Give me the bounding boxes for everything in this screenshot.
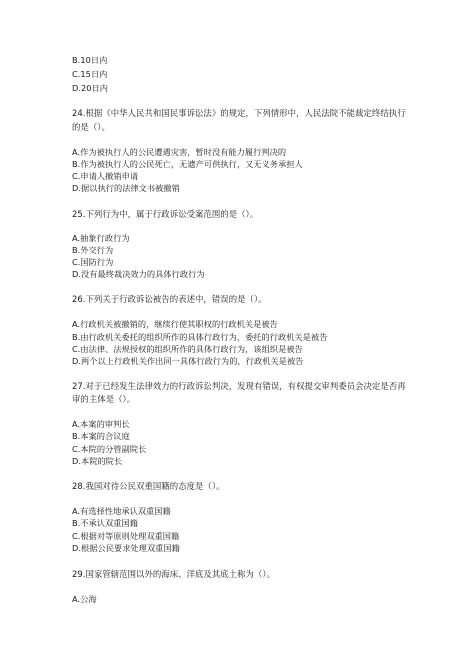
option-line: D.没有最终裁决效力的具体行政行为 — [72, 269, 205, 279]
option-line: D.20日内 — [72, 83, 109, 93]
option-line: C.国防行为 — [72, 257, 114, 267]
question-stem: 28.我国对待公民双重国籍的态度是（）。 — [72, 481, 225, 491]
question-stem: 25.下列行为中，属于行政诉讼受案范围的是（）。 — [72, 209, 259, 219]
option-line: C.申请人撤销申请 — [72, 171, 139, 181]
option-line: D.根据公民要求处理双重国籍 — [72, 543, 180, 553]
option-line: C.本院的分管副院长 — [72, 444, 147, 454]
option-line: A.抽象行政行为 — [72, 233, 130, 243]
option-line: A.作为被执行人的公民遭遇灾害，暂时没有能力履行判决的 — [72, 147, 287, 157]
option-line: A.本案的审判长 — [72, 419, 130, 429]
option-line: A.公海 — [72, 594, 97, 604]
question-stem: 29.国家管辖范围以外的海床、洋底及其底土称为（）。 — [72, 569, 276, 579]
question-stem: 24.根据《中华人民共和国民事诉讼法》的规定，下列情形中，人民法院不能裁定终结执行 — [72, 108, 406, 118]
question-stem: 27.对于已经发生法律效力的行政诉讼判决，发现有错误，有权提交审判委员会决定是否再 — [72, 381, 406, 391]
option-line: B.作为被执行人的公民死亡，无遗产可供执行，又无义务承担人 — [72, 159, 303, 169]
option-line: D.两个以上行政机关作出同一具体行政行为的，行政机关是被告 — [72, 356, 304, 366]
option-line: C.由法律、法规授权的组织所作的具体行政行为，该组织是被告 — [72, 344, 303, 354]
option-line: C.15日内 — [72, 69, 108, 79]
option-line: B.由行政机关委托的组织所作的具体行政行为，委托的行政机关是被告 — [72, 332, 328, 342]
question-stem: 的是（）。 — [72, 122, 110, 132]
question-stem: 26.下列关于行政诉讼被告的表述中，错误的是（）。 — [72, 294, 267, 304]
option-line: D.据以执行的法律文书被撤销 — [72, 183, 180, 193]
option-line: B.不承认双重国籍 — [72, 518, 138, 528]
option-line: C.根据对等原则处理双重国籍 — [72, 531, 180, 541]
option-line: A.行政机关被撤销的，继续行使其职权的行政机关是被告 — [72, 319, 278, 329]
document-page — [72, 0, 412, 670]
option-line: B.本案的合议庭 — [72, 431, 130, 441]
question-stem: 审的主体是（）。 — [72, 394, 136, 404]
option-line: D.本院的院长 — [72, 456, 123, 466]
option-line: A.有选择性地承认双重国籍 — [72, 506, 171, 516]
option-line: B.外交行为 — [72, 245, 114, 255]
option-line: B.10日内 — [72, 55, 108, 65]
